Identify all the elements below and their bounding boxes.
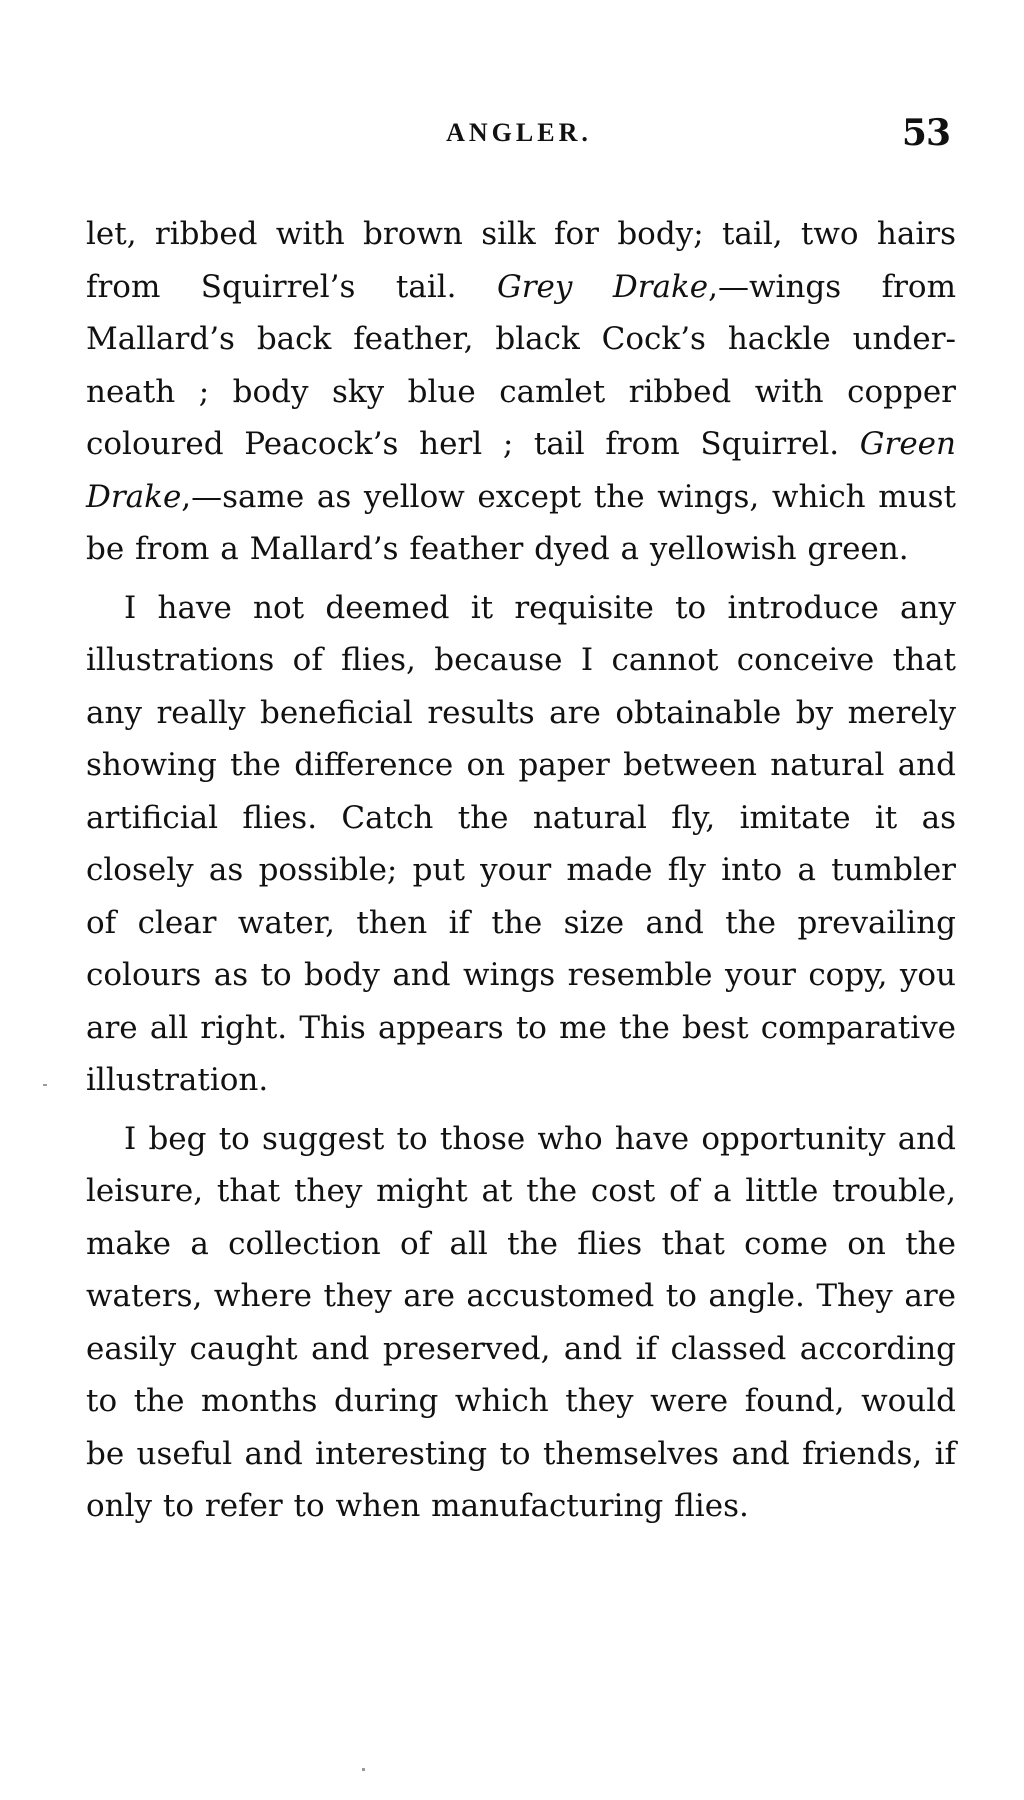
body-text (86, 208, 956, 1533)
paragraph-1-text-b: ,—wings from Mallard’s back feather, black Cock’s hackle underneath ; body sky blue camlet ribbed with copper coloured Peacock’s herl ; tail from Squirrel. (86, 268, 956, 462)
fly-name-grey-drake: Grey Drake (496, 268, 709, 305)
running-head (88, 112, 950, 162)
stray-ink-dot (362, 1768, 365, 1771)
paragraph-illustrations: I have not deemed it requisite to introduce any illustrations of flies, because I cannot conceive that any really beneficial results are obtainable by merely showing the difference on paper between natural and artificial flies. Catch the natural fly, imitate it as closely as possible; put your made fly into a tumbler of clear water, then if the size and the prevailing colours as to body and wings resemble your copy, you are all right. This appears to me the best comparative illustration. (86, 589, 956, 1098)
page-number: 53 (901, 112, 950, 154)
fly-name-green-drake: Green Drake (86, 426, 956, 515)
paragraph-1-text-a: let, ribbed with brown silk for body; tail, two hairs from Squirrel’s tail. (86, 216, 956, 305)
paragraph-collection: I beg to suggest to those who have opportunity and leisure, that they might at the cost of a little trouble, make a collection of all the flies that come on the waters, where they are accustomed to angle. They are easily caught and preserved, and if classed according to the months during which they were found, would be useful and interesting to themselves and friends, if only to refer to when manufacturing flies. (86, 1120, 956, 1524)
stray-ink-mark (43, 1084, 47, 1086)
paragraph-1-text-c: ,—same as yellow except the wings, which must be from a Mallard’s feather dyed a yellowish green. (86, 478, 956, 567)
paragraph-continued (86, 208, 956, 576)
running-title: ANGLER. (446, 118, 592, 147)
